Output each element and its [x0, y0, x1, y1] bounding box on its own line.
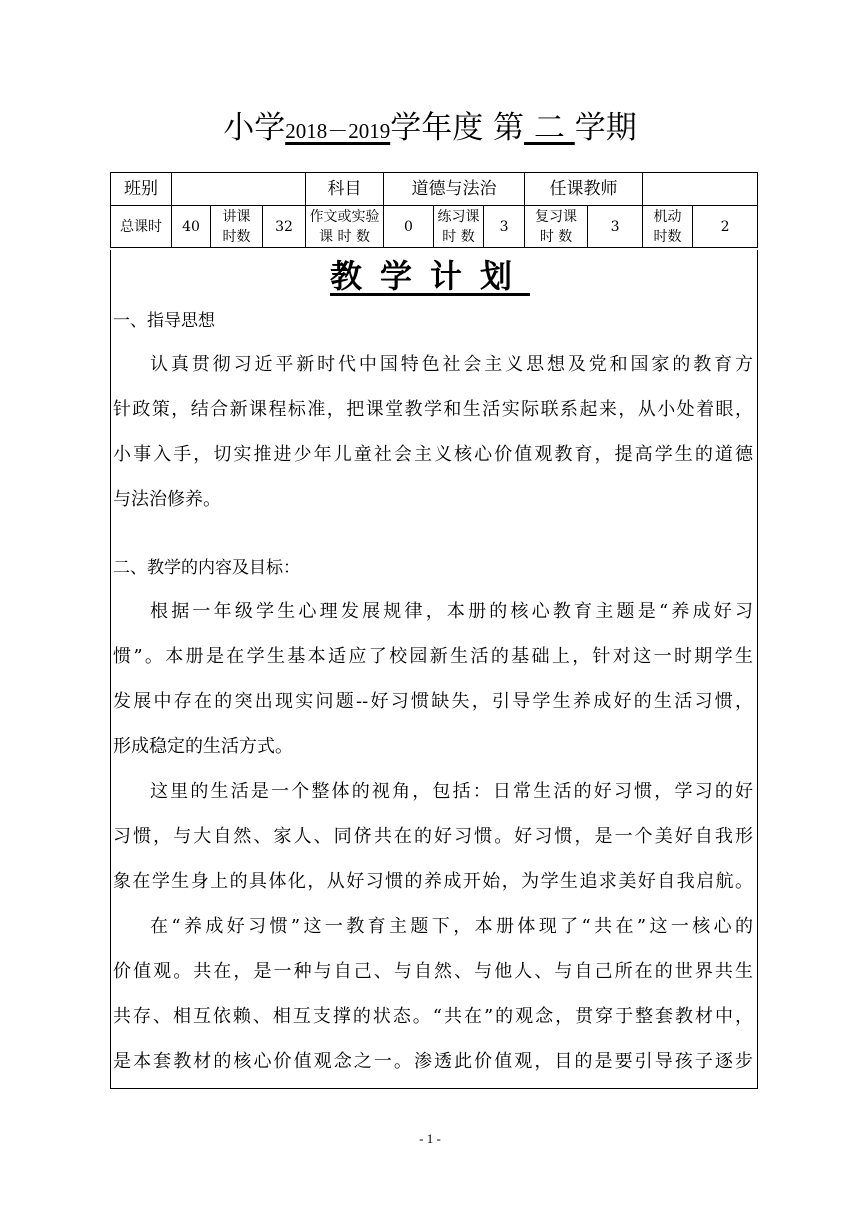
- review-label-line2: 时 数: [539, 228, 573, 245]
- section2-para3-line: 在“养成好习惯”这一教育主题下，本册体现了“共在”这一核心的: [150, 916, 753, 937]
- practice-label-line2: 时 数: [442, 228, 475, 245]
- document-title: [0, 103, 860, 156]
- practice-label-line1: 练习课: [437, 208, 480, 225]
- section2-para3-line: 共存、相互依赖、相互支撑的状态。“共在”的观念，贯穿于整套教材中，: [113, 1006, 753, 1027]
- flexible-hours-label: [643, 206, 693, 248]
- page-number: - 1 -: [419, 1131, 441, 1146]
- lecture-hours-value: 32: [263, 206, 306, 248]
- essay-label-line2: 课 时 数: [319, 228, 370, 245]
- total-hours-label: 总课时: [111, 206, 172, 248]
- section2-para1-line: 形成稳定的生活方式。: [113, 736, 293, 757]
- essay-label-line1: 作文或实验: [309, 208, 380, 225]
- review-hours-value: 3: [588, 206, 643, 248]
- plan-title: [0, 254, 860, 298]
- subject-label: 科目: [306, 173, 384, 206]
- section2-para1-line: 发展中存在的突出现实问题--好习惯缺失，引导学生养成好的生活习惯，: [113, 691, 753, 712]
- section1-line: 认真贯彻习近平新时代中国特色社会主义思想及党和国家的教育方: [150, 354, 753, 375]
- table-row: [111, 173, 758, 206]
- practice-hours-label: [434, 206, 484, 248]
- course-info-table: [110, 172, 758, 248]
- class-label: 班别: [111, 173, 172, 206]
- review-hours-label: [525, 206, 588, 248]
- title-middle: 学年度 第: [390, 110, 525, 146]
- section1-line: 小事入手，切实推进少年儿童社会主义核心价值观教育，提高学生的道德: [113, 444, 753, 465]
- table-row: [111, 206, 758, 248]
- section2-para3-line: 是本套教材的核心价值观念之一。渗透此价值观，目的是要引导孩子逐步: [113, 1051, 753, 1072]
- title-year: 2018－2019: [285, 119, 391, 143]
- section2-para2-line: 这里的生活是一个整体的视角，包括：日常生活的好习惯，学习的好: [150, 781, 753, 802]
- title-year-blank: [285, 110, 390, 146]
- section1-line: 针政策，结合新课程标准，把课堂教学和生活实际联系起来，从小处着眼，: [113, 399, 753, 420]
- section2-para2-line: 习惯，与大自然、家人、同侪共在的好习惯。好习惯，是一个美好自我形: [113, 826, 753, 847]
- title-semester: 二: [524, 110, 575, 146]
- lecture-label-line1: 讲课: [222, 208, 251, 225]
- flexible-label-line1: 机动: [653, 208, 682, 225]
- section1-line: 与法治修养。: [113, 489, 221, 510]
- section1-heading: 一、指导思想: [113, 311, 215, 331]
- essay-hours-label: [306, 206, 384, 248]
- title-prefix: 小学: [223, 110, 286, 146]
- flexible-label-line2: 时数: [653, 228, 682, 245]
- practice-hours-value: 3: [484, 206, 525, 248]
- review-label-line1: 复习课: [535, 208, 578, 225]
- section2-para1-line: 惯”。本册是在学生基本适应了校园新生活的基础上，针对这一时期学生: [113, 646, 753, 667]
- title-suffix: 学期: [574, 110, 637, 146]
- teacher-label: 任课教师: [525, 173, 643, 206]
- lecture-label-line2: 时数: [222, 228, 251, 245]
- essay-hours-value: 0: [384, 206, 434, 248]
- section2-para3-line: 价值观。共在，是一种与自己、与自然、与他人、与自己所在的世界共生: [113, 961, 753, 982]
- total-hours-value: 40: [172, 206, 211, 248]
- flexible-hours-value: 2: [693, 206, 758, 248]
- class-value: [172, 173, 306, 206]
- lecture-hours-label: [211, 206, 263, 248]
- section2-para2-line: 象在学生身上的具体化，从好习惯的养成开始，为学生追求美好自我启航。: [113, 871, 753, 892]
- section2-para1-line: 根据一年级学生心理发展规律，本册的核心教育主题是“养成好习: [150, 601, 753, 622]
- subject-value: 道德与法治: [384, 173, 525, 206]
- section2-heading: 二、教学的内容及目标：: [113, 558, 300, 578]
- plan-title-text: 教学计划: [329, 257, 530, 295]
- teacher-value: [643, 173, 758, 206]
